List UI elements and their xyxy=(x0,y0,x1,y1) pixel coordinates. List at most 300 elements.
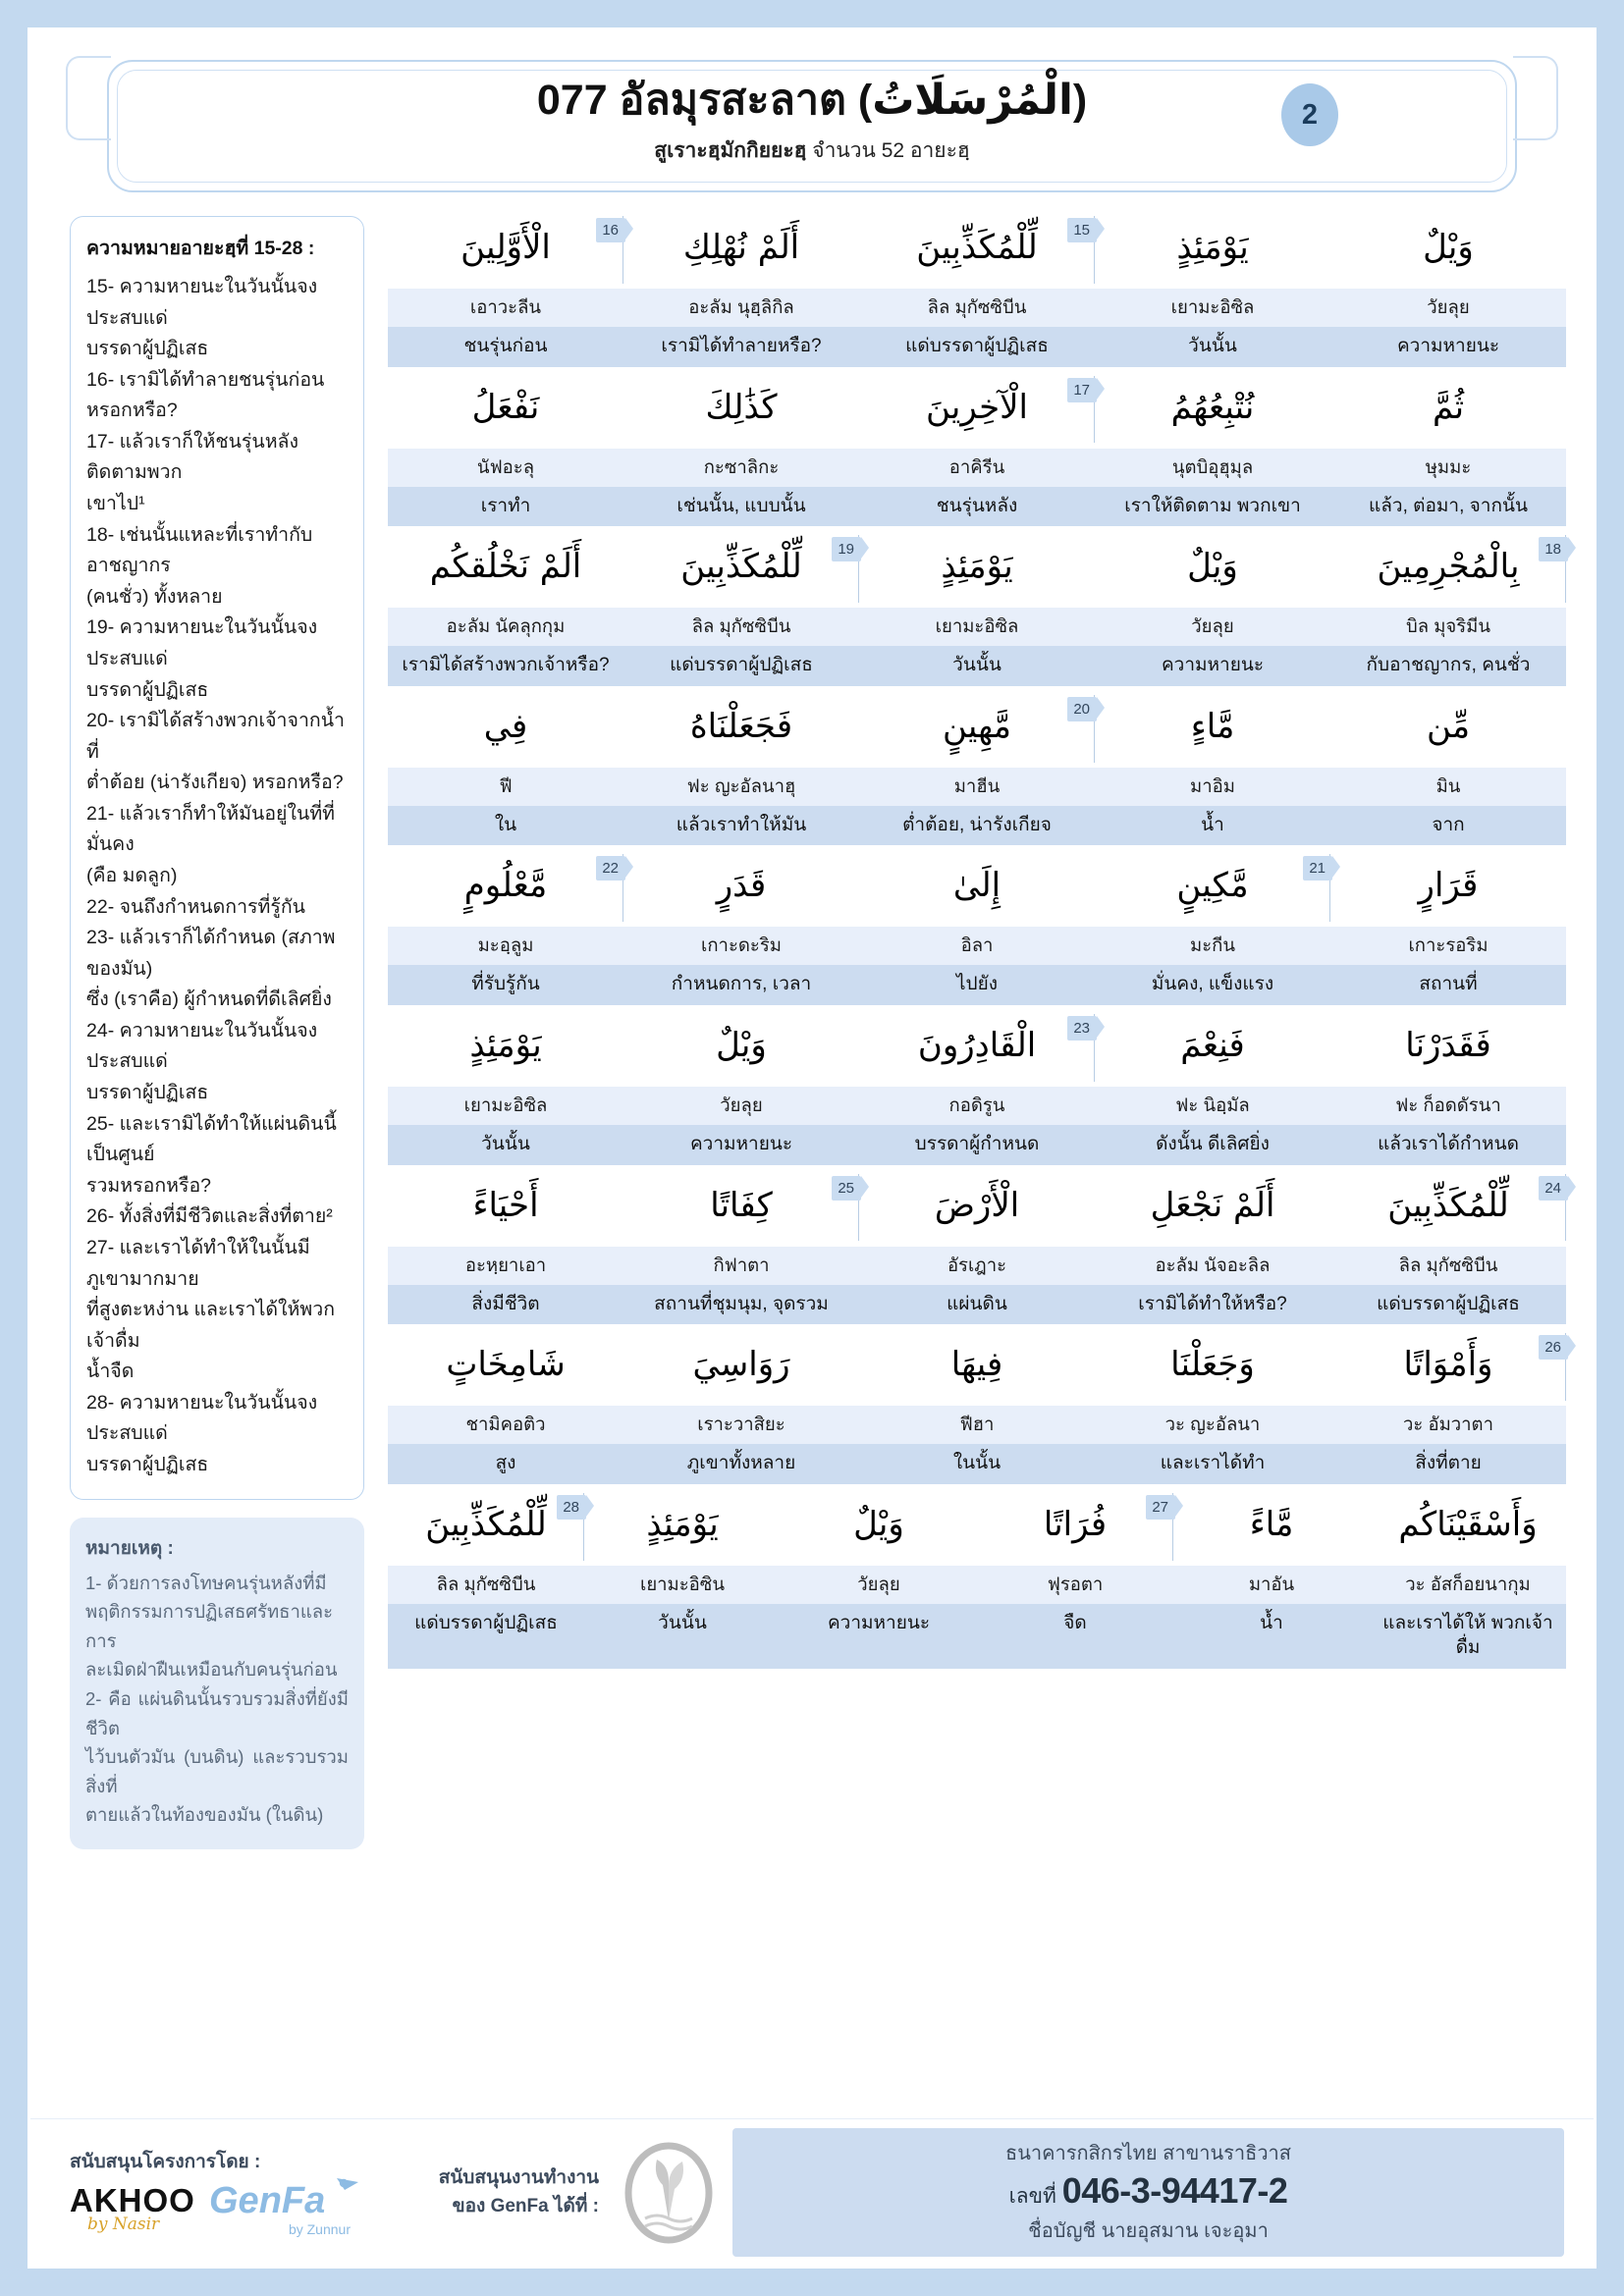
meaning-line: ต่ำต้อย (น่ารังเกียจ) หรอกหรือ? xyxy=(86,772,344,794)
ayah-cell xyxy=(1330,1333,1566,1401)
ayah-thai-line xyxy=(388,1604,1566,1669)
ayah-row xyxy=(388,1174,1566,1325)
ayah-translit: วะ อัสก็อยนากุม xyxy=(1405,1573,1531,1594)
ayah-cell xyxy=(1095,289,1330,327)
ayah-thai: แด่บรรดาผู้ปฏิเสธ xyxy=(670,655,813,676)
ayah-cell xyxy=(388,806,623,846)
ayah-cell xyxy=(623,327,859,367)
ayah-cell xyxy=(1330,1174,1566,1242)
ayah-thai: ต่ำต้อย, น่ารังเกียจ xyxy=(902,814,1052,835)
ayah-row xyxy=(388,1493,1566,1669)
ayah-cell xyxy=(623,1125,859,1165)
ayah-thai: แด่บรรดาผู้ปฏิเสธ xyxy=(905,335,1049,356)
ayah-translit: เยามะอิซิล xyxy=(1170,296,1255,317)
ayah-thai: ไปยัง xyxy=(955,974,999,995)
genfa-support-text xyxy=(394,2164,605,2220)
ayah-arabic: وَجَعَلْنَا xyxy=(1170,1345,1255,1385)
ayah-thai: เช่นนั้น, แบบนั้น xyxy=(677,495,806,516)
ayah-translit: บิล มุจริมีน xyxy=(1405,615,1491,637)
ayah-cell xyxy=(1330,1125,1566,1165)
ayah-cell xyxy=(623,854,859,922)
ayah-cell xyxy=(623,216,859,284)
ayah-translit: อะลัม นัคลุกกุม xyxy=(446,615,566,637)
ayah-number-badge: 26 xyxy=(1539,1335,1568,1360)
ayah-thai: และเราได้ทำ xyxy=(1160,1453,1266,1474)
ayah-number-badge: 25 xyxy=(832,1176,861,1201)
meaning-line: 27- และเราได้ทำให้ในนั้นมีภูเขามากมาย xyxy=(86,1236,310,1290)
ayah-arabic: أَلَمْ نُهْلِكِ xyxy=(682,228,800,267)
meaning-line: (คนชั่ว) ทั้งหลาย xyxy=(86,585,223,608)
surah-subtitle xyxy=(30,134,1594,167)
ayah-cell xyxy=(859,1285,1095,1325)
ayah-translit: มาอิม xyxy=(1190,774,1235,796)
ayah-arabic-line xyxy=(388,1493,1566,1566)
ayah-cell xyxy=(1330,854,1566,922)
ayah-cell xyxy=(388,927,623,965)
ayah-arabic: نَفْعَلُ xyxy=(471,387,540,427)
ayah-cell xyxy=(1330,1087,1566,1125)
ayah-arabic: الْأَوَّلِينَ xyxy=(460,228,551,267)
ayah-thai-line xyxy=(388,1285,1566,1325)
meaning-line: 22- จนถึงกำหนดการที่รู้กัน xyxy=(86,895,305,918)
ayah-arabic: مِّن xyxy=(1426,706,1471,746)
ayah-translit: วัยลุย xyxy=(1427,296,1470,317)
ayah-arabic-line xyxy=(388,695,1566,768)
ayah-thai: ความหายนะ xyxy=(1396,335,1500,356)
ayah-thai: วันนั้น xyxy=(1188,335,1237,356)
ayah-cell xyxy=(584,1566,781,1604)
ayah-cell xyxy=(1095,1333,1330,1401)
ayah-arabic: فُرَاتًا xyxy=(1043,1504,1108,1544)
ayah-translit: ฟีฮา xyxy=(959,1414,995,1435)
ayah-cell xyxy=(584,1604,781,1669)
ayah-arabic-line xyxy=(388,216,1566,289)
ayah-cell xyxy=(623,289,859,327)
ayah-thai: วันนั้น xyxy=(481,1134,530,1155)
ayah-cell xyxy=(388,854,623,922)
ayah-translit: มะกีน xyxy=(1190,934,1235,956)
ayah-arabic: يَوْمَئِذٍ xyxy=(941,547,1013,587)
ayah-thai-line xyxy=(388,806,1566,846)
ayah-cell xyxy=(623,965,859,1005)
ayah-translit: นุตบิอุฮุมุล xyxy=(1171,455,1254,477)
ayah-translit: นัฟอะลุ xyxy=(476,455,535,477)
ayah-number-badge: 27 xyxy=(1146,1495,1175,1520)
ayah-cell xyxy=(1095,1406,1330,1444)
ayah-cell xyxy=(859,487,1095,527)
ayah-arabic: وَيْلٌ xyxy=(716,1026,767,1066)
ayah-cell xyxy=(1095,1087,1330,1125)
ayah-translit: เกาะดะริม xyxy=(701,934,782,956)
note-line: 1- ด้วยการลงโทษคนรุ่นหลังที่มี xyxy=(85,1572,327,1593)
ayah-row xyxy=(388,1014,1566,1165)
ayah-cell xyxy=(388,487,623,527)
ayah-cell xyxy=(859,1333,1095,1401)
ayah-thai: แล้วเราทำให้มัน xyxy=(676,814,807,835)
genfa-logo xyxy=(209,2180,356,2239)
ayah-cell xyxy=(859,965,1095,1005)
ayah-cell xyxy=(1095,646,1330,686)
notes-panel xyxy=(70,1518,364,1849)
ayah-cell xyxy=(1330,608,1566,646)
ayah-thai: สถานที่ xyxy=(1419,974,1478,995)
ayah-cell xyxy=(623,646,859,686)
ayah-number-badge: 18 xyxy=(1539,537,1568,561)
meaning-line: 20- เรามิได้สร้างพวกเจ้าจากน้ำที่ xyxy=(86,710,345,763)
ayah-cell xyxy=(623,1406,859,1444)
ayah-cell xyxy=(388,1406,623,1444)
bank-seal xyxy=(615,2142,723,2244)
ayah-cell xyxy=(388,535,623,603)
ayah-thai: เราทำ xyxy=(480,495,531,516)
ayah-arabic: وَأَمْوَاتًا xyxy=(1403,1345,1493,1385)
ayah-thai-line xyxy=(388,1125,1566,1165)
genfa-support-line1: สนับสนุนงานทำงาน xyxy=(438,2167,599,2188)
ayah-arabic: لِّلْمُكَذِّبِينَ xyxy=(425,1504,547,1544)
meaning-line: เขาไป¹ xyxy=(86,493,145,515)
ayah-row xyxy=(388,854,1566,1005)
ayah-translit: มาฮีน xyxy=(953,774,1001,796)
bank-account-label: เลขที่ xyxy=(1008,2185,1056,2208)
ayah-cell xyxy=(1095,854,1330,922)
ayah-cell xyxy=(859,646,1095,686)
ayah-cell xyxy=(1370,1493,1566,1561)
meaning-line: 25- และเรามิได้ทำให้แผ่นดินนี้เป็นศูนย์ xyxy=(86,1112,337,1166)
ayah-cell xyxy=(1095,535,1330,603)
ayah-translit-line xyxy=(388,1566,1566,1604)
ayah-cell xyxy=(388,327,623,367)
ayah-thai: สิ่งที่ตาย xyxy=(1415,1453,1482,1474)
ayah-cell xyxy=(1095,927,1330,965)
ayah-arabic: قَدَرٍ xyxy=(716,866,767,906)
ayah-cell xyxy=(1095,1247,1330,1285)
ayah-cell xyxy=(859,1247,1095,1285)
ayah-cell xyxy=(1095,1174,1330,1242)
ayah-cell xyxy=(1173,1604,1370,1669)
ayah-thai-line xyxy=(388,646,1566,686)
ayah-arabic: لِّلْمُكَذِّبِينَ xyxy=(680,547,802,587)
page-footer xyxy=(30,2118,1594,2266)
ayah-arabic: مَّاءً xyxy=(1249,1504,1294,1544)
meaning-line: ซึ่ง (เราคือ) ผู้กำหนดที่ดีเลิศยิ่ง xyxy=(86,988,332,1011)
ayah-number-badge: 15 xyxy=(1067,218,1097,242)
ayah-translit-line xyxy=(388,608,1566,646)
ayah-thai: ดังนั้น ดีเลิศยิ่ง xyxy=(1156,1134,1270,1155)
ayah-translit: ลิล มุกัซซิบีน xyxy=(691,615,791,637)
note-line: พฤติกรรมการปฏิเสธศรัทธาและการ xyxy=(85,1601,334,1651)
bank-holder: ชื่อบัญชี นายอุสมาน เจะอุมา xyxy=(1028,2220,1269,2242)
ayah-cell xyxy=(388,1247,623,1285)
ayah-cell xyxy=(1330,965,1566,1005)
notes-title: หมายเหตุ : xyxy=(85,1537,174,1559)
ayah-cell xyxy=(977,1566,1173,1604)
left-column xyxy=(70,216,364,2118)
notes-list xyxy=(85,1569,349,1830)
page-body xyxy=(30,202,1594,2118)
ayah-thai: น้ำ xyxy=(1201,814,1224,835)
bank-account-box xyxy=(732,2128,1564,2257)
genfa-byline: by Zunnur xyxy=(288,2220,351,2237)
ayah-translit: ลิล มุกัซซิบีน xyxy=(1398,1254,1498,1275)
ayah-number-badge: 16 xyxy=(596,218,625,242)
ayah-cell xyxy=(623,1174,859,1242)
ayah-translit: เยามะอิซิล xyxy=(935,615,1019,637)
meaning-line: 18- เช่นนั้นแหละที่เราทำกับอาชญากร xyxy=(86,523,313,577)
ayah-translit: ชามิคอติว xyxy=(465,1414,546,1435)
meanings-title: ความหมายอายะฮฺที่ 15-28 : xyxy=(86,238,315,259)
ayah-cell xyxy=(1330,1285,1566,1325)
ayah-cell xyxy=(1330,646,1566,686)
page-title: 077 อัลมุรสะลาต (الْمُرْسَلَاتُ) xyxy=(536,77,1088,124)
ayah-cell xyxy=(1330,695,1566,763)
surah-subtitle-rest: จำนวน 52 อายะฮฺ xyxy=(806,138,970,162)
ayah-translit-line xyxy=(388,1247,1566,1285)
ayah-translit: วะ ญะอัลนา xyxy=(1164,1414,1261,1435)
ayah-thai: มั่นคง, แข็งแรง xyxy=(1151,974,1274,995)
ayah-thai: ความหายนะ xyxy=(1161,655,1265,676)
ayah-translit-line xyxy=(388,1087,1566,1125)
ayah-thai: จาก xyxy=(1432,814,1465,835)
ayah-translit: เยามะอิซิน xyxy=(640,1573,725,1594)
ayah-arabic: لِّلْمُكَذِّبِينَ xyxy=(916,228,1038,267)
ayah-cell xyxy=(859,449,1095,487)
meaning-line: บรรดาผู้ปฏิเสธ xyxy=(86,1082,209,1104)
ayah-cell xyxy=(859,695,1095,763)
meaning-line: 28- ความหายนะในวันนั้นจงประสบแด่ xyxy=(86,1391,318,1445)
ayah-arabic: كِفَاتًا xyxy=(710,1185,773,1225)
ayah-arabic-line xyxy=(388,1014,1566,1087)
note-line: 2- คือ แผ่นดินนั้นรวบรวมสิ่งที่ยังมีชีวิต xyxy=(85,1687,349,1738)
sponsor-logo-row xyxy=(70,2180,384,2239)
ayah-cell xyxy=(388,1014,623,1082)
ayah-translit-line xyxy=(388,1406,1566,1444)
footer-sponsors xyxy=(70,2147,384,2239)
ayah-cell xyxy=(1330,1247,1566,1285)
ayah-cell xyxy=(388,449,623,487)
ayah-cell xyxy=(388,1566,584,1604)
ayah-cell xyxy=(388,1333,623,1401)
surah-subtitle-bold: สูเราะฮฺมักกิยยะฮฺ xyxy=(654,138,807,162)
meaning-line: ที่สูงตะหง่าน และเราได้ให้พวกเจ้าดื่ม xyxy=(86,1299,336,1352)
ayah-translit-line xyxy=(388,289,1566,327)
meaning-line: บรรดาผู้ปฏิเสธ xyxy=(86,1453,209,1475)
ayah-cell xyxy=(388,608,623,646)
meaning-line: บรรดาผู้ปฏิเสธ xyxy=(86,338,209,360)
ayah-thai-line xyxy=(388,1444,1566,1484)
page-header xyxy=(30,30,1594,202)
ayah-grid xyxy=(388,216,1566,2118)
page-number-badge: 2 xyxy=(1281,83,1338,146)
ayah-translit: อะลัม นัจอะลิล xyxy=(1155,1254,1271,1275)
ayah-cell xyxy=(623,376,859,444)
ayah-cell xyxy=(623,1247,859,1285)
ayah-arabic: الْآخِرِينَ xyxy=(926,387,1028,427)
page-sheet xyxy=(27,27,1597,2269)
ayah-thai: เรามิได้สร้างพวกเจ้าหรือ? xyxy=(402,655,610,676)
note-line: ไว้บนตัวมัน (บนดิน) และรวบรวมสิ่งที่ xyxy=(85,1746,349,1796)
ayah-cell xyxy=(1095,376,1330,444)
ayah-cell xyxy=(623,1285,859,1325)
ayah-cell xyxy=(859,1125,1095,1165)
ayah-thai: วันนั้น xyxy=(952,655,1001,676)
bank-account-number: 046-3-94417-2 xyxy=(1061,2170,1288,2211)
ayah-number-badge: 28 xyxy=(557,1495,586,1520)
ayah-translit: กอดิรูน xyxy=(948,1095,1005,1116)
ayah-arabic: وَيْلٌ xyxy=(853,1504,904,1544)
ayah-translit: เราะวาสิยะ xyxy=(697,1414,785,1435)
ayah-cell xyxy=(1095,1014,1330,1082)
ayah-arabic: ثُمَّ xyxy=(1432,387,1465,427)
meaning-line: 23- แล้วเราก็ได้กำหนด (สภาพของมัน) xyxy=(86,927,336,980)
ayah-translit: อิลา xyxy=(960,934,994,956)
ayah-cell xyxy=(388,1444,623,1484)
ayah-cell xyxy=(1095,1444,1330,1484)
ayah-thai: สิ่งมีชีวิต xyxy=(471,1293,540,1314)
ayah-cell xyxy=(1330,927,1566,965)
ayah-cell xyxy=(859,1087,1095,1125)
kbank-logo-icon xyxy=(623,2142,714,2244)
ayah-cell xyxy=(388,1174,623,1242)
ayah-cell xyxy=(388,1285,623,1325)
ayah-row xyxy=(388,216,1566,367)
header-text-block xyxy=(30,76,1594,167)
ayah-thai: แด่บรรดาผู้ปฏิเสธ xyxy=(414,1612,558,1633)
ayah-row xyxy=(388,535,1566,686)
ayah-arabic: مَّكِينٍ xyxy=(1176,866,1249,906)
meaning-line: 19- ความหายนะในวันนั้นจงประสบแด่ xyxy=(86,616,318,669)
ayah-cell xyxy=(1095,695,1330,763)
ayah-translit: มะอฺลูม xyxy=(477,934,534,956)
ayah-cell xyxy=(388,216,623,284)
note-line: ตายแล้วในท้องของมัน (ในดิน) xyxy=(85,1804,324,1826)
ayah-cell xyxy=(1330,535,1566,603)
ayah-arabic-line xyxy=(388,1333,1566,1406)
ayah-translit: ลิล มุกัซซิบีน xyxy=(436,1573,536,1594)
ayah-cell xyxy=(1330,449,1566,487)
ayah-cell xyxy=(1095,327,1330,367)
support-label: สนับสนุนโครงการโดย : xyxy=(70,2151,261,2172)
ayah-arabic: أَلَمْ نَجْعَلِ xyxy=(1150,1185,1275,1225)
ayah-thai: สถานที่ชุมนุม, จุดรวม xyxy=(654,1293,829,1314)
ayah-thai: ในนั้น xyxy=(952,1453,1001,1474)
ayah-translit: ฟุรอตา xyxy=(1047,1573,1104,1594)
ayah-cell xyxy=(1173,1493,1370,1561)
ayah-thai: ภูเขาทั้งหลาย xyxy=(686,1453,796,1474)
ayah-arabic-line xyxy=(388,854,1566,927)
ayah-translit: ฟะ นิอฺมัล xyxy=(1175,1095,1250,1116)
ayah-cell xyxy=(859,806,1095,846)
ayah-cell xyxy=(859,854,1095,922)
ayah-cell xyxy=(1330,1014,1566,1082)
ayah-number-badge: 17 xyxy=(1067,378,1097,402)
ayah-cell xyxy=(977,1493,1173,1561)
meaning-line: 21- แล้วเราก็ทำให้มันอยู่ในที่ที่มั่นคง xyxy=(86,802,336,856)
meanings-list xyxy=(86,272,350,1481)
ayah-cell xyxy=(1095,608,1330,646)
ayah-thai: วันนั้น xyxy=(658,1612,707,1633)
ayah-arabic: أَحْيَاءً xyxy=(472,1185,539,1225)
ayah-cell xyxy=(623,695,859,763)
ayah-cell xyxy=(388,646,623,686)
ayah-arabic: فَنِعْمَ xyxy=(1180,1026,1245,1066)
ayah-arabic: فَجَعَلْنَاهُ xyxy=(689,706,793,746)
ayah-arabic: يَوْمَئِذٍ xyxy=(1176,228,1249,267)
meaning-line: 16- เรามิได้ทำลายชนรุ่นก่อนหรอกหรือ? xyxy=(86,368,325,422)
ayah-thai-line xyxy=(388,487,1566,527)
ayah-cell xyxy=(623,1087,859,1125)
ayah-arabic: وَأَسْقَيْنَاكُم xyxy=(1398,1504,1538,1544)
meanings-panel xyxy=(70,216,364,1500)
ayah-arabic: يَوْمَئِذٍ xyxy=(469,1026,542,1066)
ayah-number-badge: 22 xyxy=(596,856,625,881)
ayah-cell xyxy=(859,535,1095,603)
ayah-cell xyxy=(1095,449,1330,487)
ayah-cell xyxy=(1095,965,1330,1005)
ayah-cell xyxy=(623,487,859,527)
ayah-cell xyxy=(781,1566,977,1604)
meaning-line: น้ำจืด xyxy=(86,1361,135,1383)
ayah-cell xyxy=(1330,1406,1566,1444)
ayah-cell xyxy=(859,1444,1095,1484)
ayah-cell xyxy=(1095,1125,1330,1165)
akhoo-wordmark: AKHOO xyxy=(70,2181,195,2218)
ayah-thai: แด่บรรดาผู้ปฏิเสธ xyxy=(1377,1293,1520,1314)
ayah-number-badge: 24 xyxy=(1539,1176,1568,1201)
ayah-row xyxy=(388,376,1566,527)
ayah-thai: แล้วเราได้กำหนด xyxy=(1378,1134,1519,1155)
ayah-number-badge: 20 xyxy=(1067,697,1097,721)
ayah-cell xyxy=(1095,1285,1330,1325)
ayah-arabic-line xyxy=(388,376,1566,449)
ayah-row xyxy=(388,1333,1566,1484)
note-line: ละเมิดฝ่าฝืนเหมือนกับคนรุ่นก่อน xyxy=(85,1659,338,1681)
ayah-cell xyxy=(623,535,859,603)
meaning-line: รวมหรอกหรือ? xyxy=(86,1174,212,1197)
ayah-cell xyxy=(623,608,859,646)
meaning-line: 17- แล้วเราก็ให้ชนรุ่นหลังติดตามพวก xyxy=(86,430,299,484)
ayah-translit: กะซาลิกะ xyxy=(703,455,780,477)
ayah-cell xyxy=(1370,1604,1566,1669)
ayah-thai: ชนรุ่นหลัง xyxy=(936,495,1018,516)
ayah-arabic: شَامِخَاتٍ xyxy=(446,1345,566,1385)
ayah-arabic: بِالْمُجْرِمِينَ xyxy=(1377,547,1520,587)
meaning-line: 26- ทั้งสิ่งที่มีชีวิตและสิ่งที่ตาย² xyxy=(86,1205,333,1228)
ayah-translit: อาคิรีน xyxy=(948,455,1005,477)
ayah-cell xyxy=(388,1087,623,1125)
ayah-cell xyxy=(1173,1566,1370,1604)
ayah-cell xyxy=(1330,806,1566,846)
ayah-cell xyxy=(388,1493,584,1561)
bank-name: ธนาคารกสิกรไทย สาขานราธิวาส xyxy=(1004,2143,1291,2164)
ayah-translit: ลิล มุกัซซิบีน xyxy=(927,296,1027,317)
ayah-cell xyxy=(388,376,623,444)
ayah-cell xyxy=(388,768,623,806)
ayah-arabic: وَيْلٌ xyxy=(1187,547,1238,587)
ayah-cell xyxy=(1330,376,1566,444)
ayah-number-badge: 21 xyxy=(1303,856,1332,881)
ayah-thai: ใน xyxy=(494,814,517,835)
ayah-arabic: نُتْبِعُهُمُ xyxy=(1170,387,1255,427)
ayah-thai: แผ่นดิน xyxy=(947,1293,1007,1314)
ayah-cell xyxy=(859,1174,1095,1242)
ayah-arabic: فِيهَا xyxy=(950,1345,1003,1385)
ayah-arabic: مَّهِينٍ xyxy=(942,706,1012,746)
ayah-arabic-line xyxy=(388,535,1566,608)
ayah-cell xyxy=(1330,327,1566,367)
ayah-cell xyxy=(388,289,623,327)
ayah-arabic: فَقَدَرْنَا xyxy=(1405,1026,1491,1066)
ayah-thai-line xyxy=(388,327,1566,367)
